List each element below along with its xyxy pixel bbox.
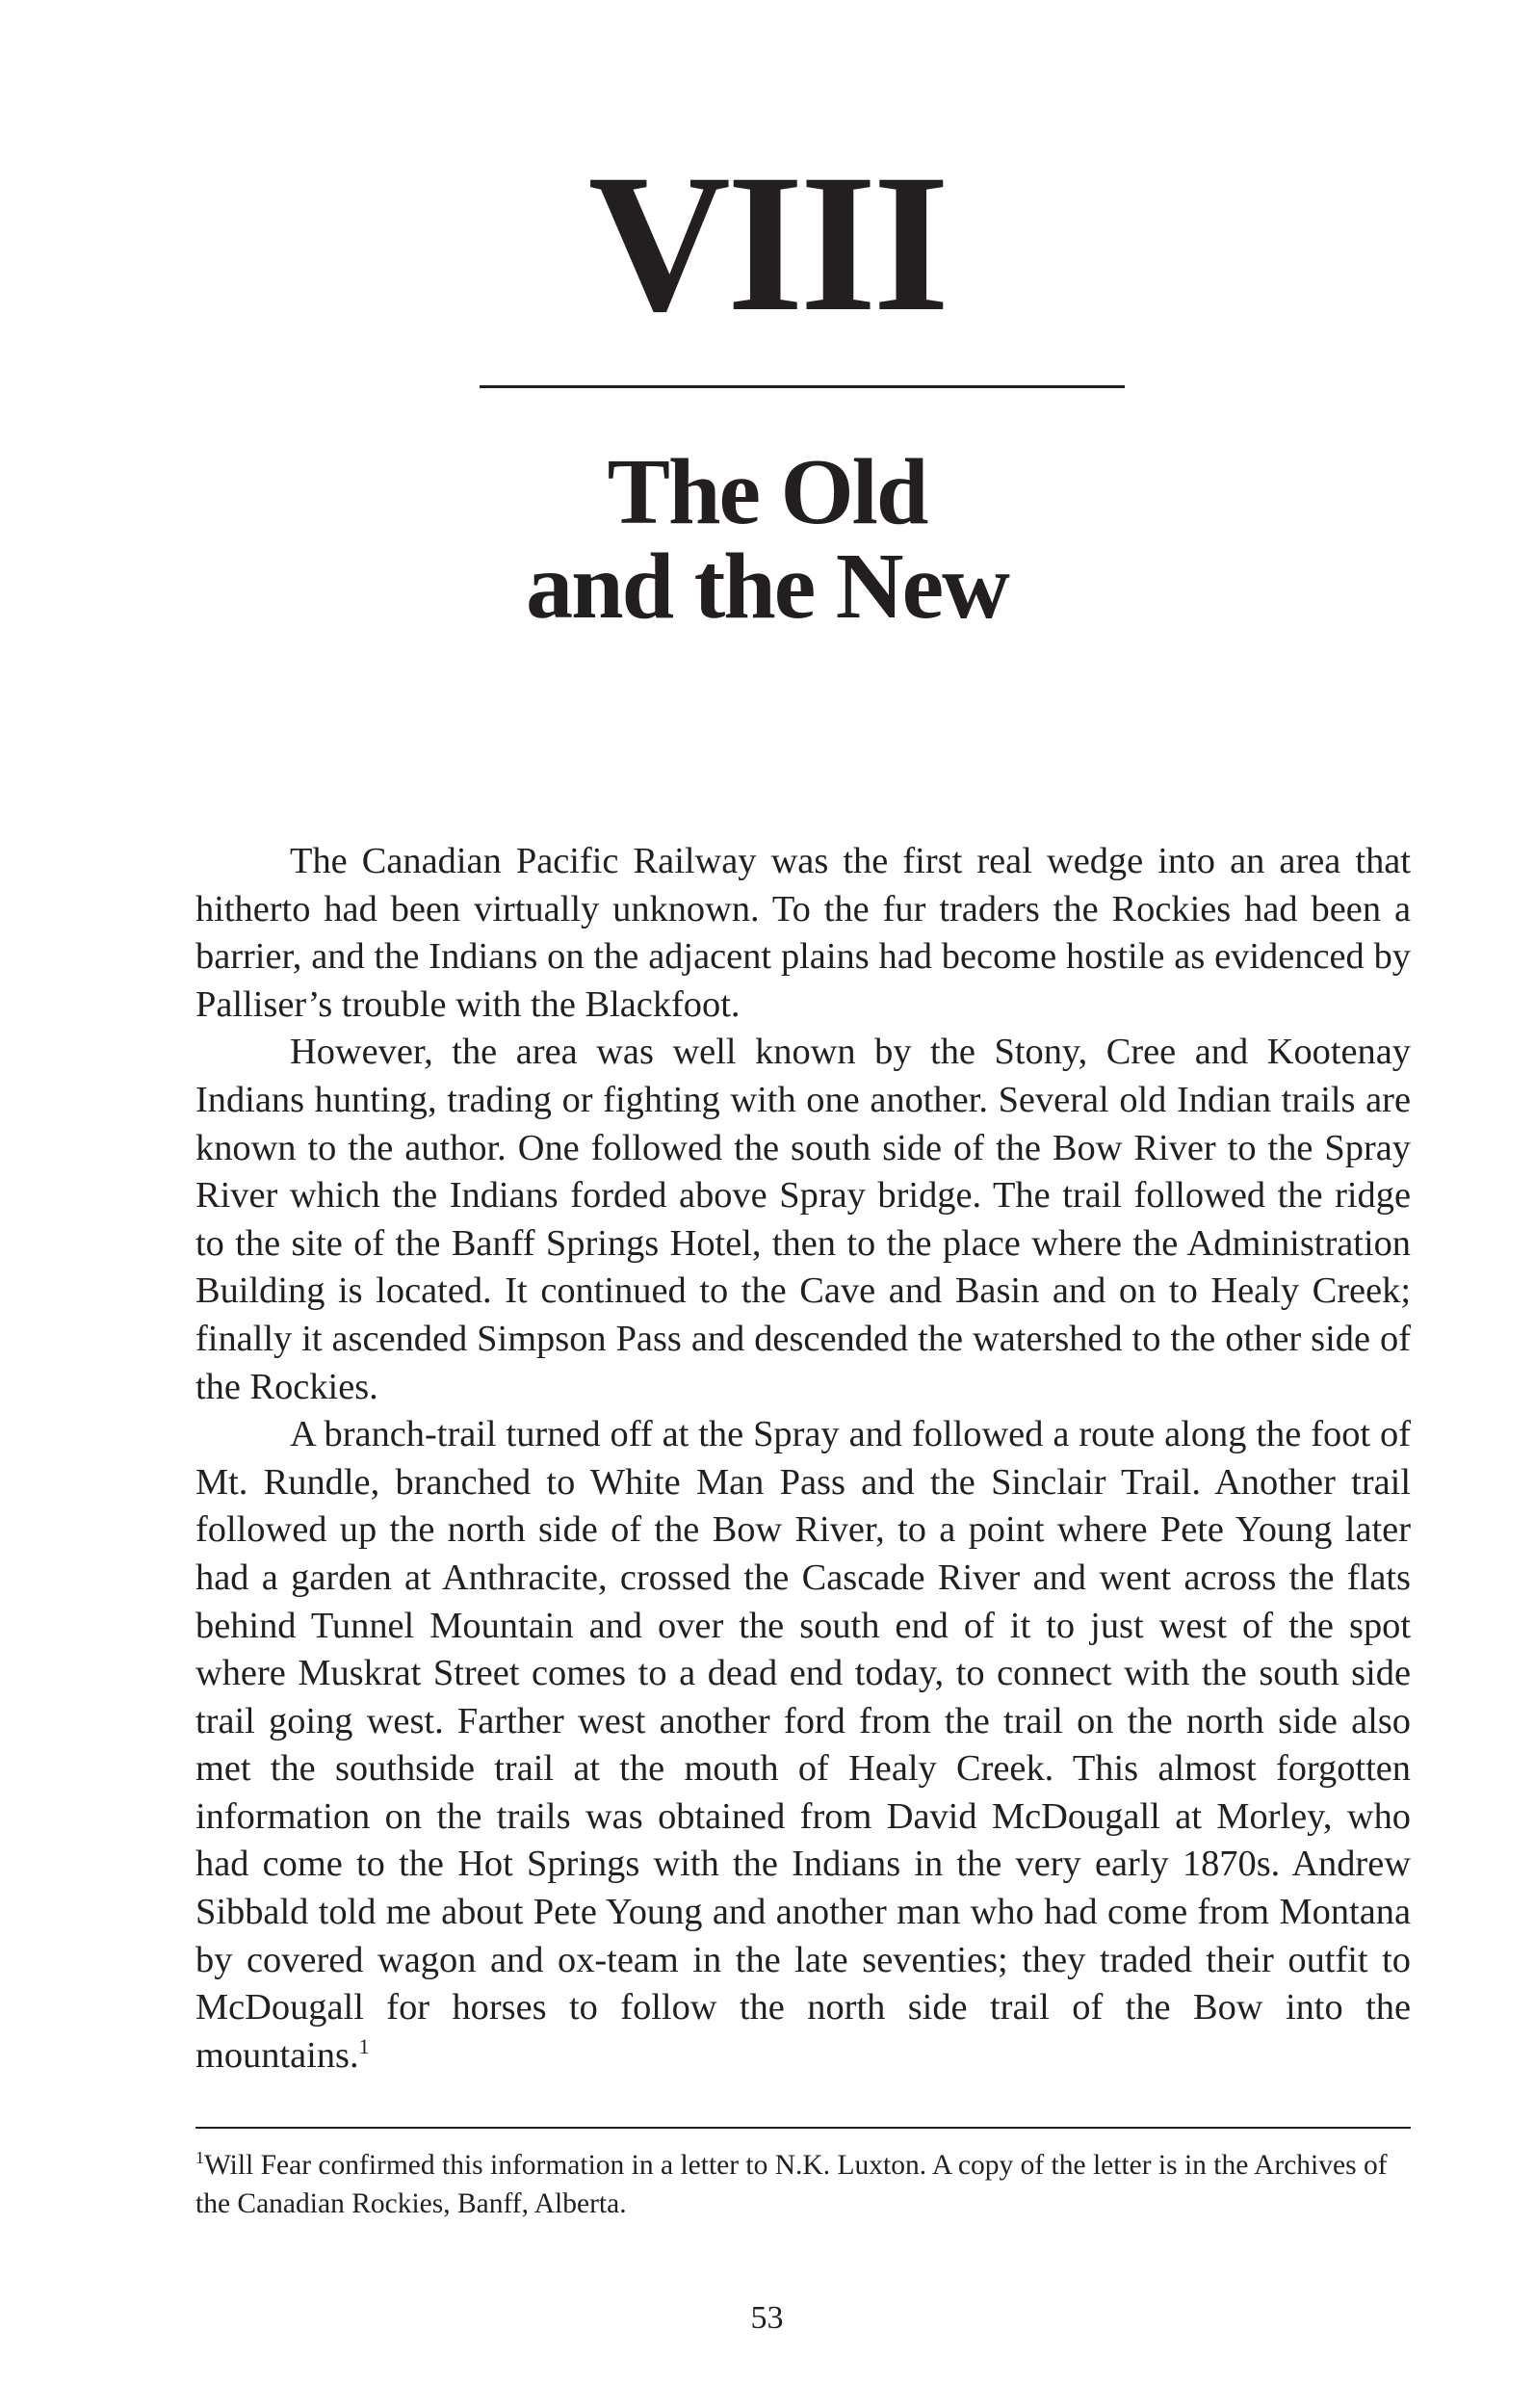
footnote (195, 2146, 1411, 2223)
body-text (195, 838, 1411, 2080)
footnote-reference[interactable]: 1 (358, 2034, 370, 2059)
chapter-number: VIII (587, 134, 947, 353)
page-number: 53 (750, 2300, 784, 2336)
chapter-title-line-2: and the New (526, 535, 1008, 639)
footnote-divider (195, 2127, 1411, 2129)
paragraph-1: The Canadian Pacific Railway was the first real wedge into an area that hitherto had been virtually unknown. To the fur traders the Rockies had been a barrier, and the Indians on the adjacent plains had become hostile as evidenced by Palliser’s trouble with the Blackfoot. (195, 841, 1411, 1025)
chapter-divider (480, 385, 1125, 388)
chapter-title (0, 440, 1534, 639)
paragraph-3 (195, 1411, 1411, 2080)
chapter-title-line-1: The Old (607, 440, 927, 544)
paragraph-2: However, the area was well known by the Stony, Cree and Kootenay Indians hunting, trading or fighting with one another. Several old Indian trails are known to the author. One followed the south side of the Bow River to the Spray River which the Indians forded above Spray bridge. The trail followed the ridge to the site of the Banff Springs Hotel, then to the place where the Administration Building is located. It continued to the Cave and Basin and on to Healy Creek; finally it ascended Simpson Pass and descended the watershed to the other side of the Rockies. (195, 1032, 1411, 1407)
footnote-mark: 1 (195, 2148, 204, 2168)
footnote-text: Will Fear confirmed this information in a letter to N.K. Luxton. A copy of the letter is in the Archives of the Canadian Rockies, Banff, Alberta. (195, 2150, 1388, 2219)
paragraph-3-text: A branch-trail turned off at the Spray and followed a route along the foot of Mt. Rundle, branched to White Man Pass and the Sinclair Trail. Another trail followed up the north side of the Bow River, to a point where Pete Young later had a garden at Anthracite, crossed the Cascade River and went across the flats behind Tunnel Mountain and over the south end of it to just west of the spot where Muskrat Street comes to a dead end today, to connect with the south side trail going west. Farther west another ford from the trail on the north side also met the southside trail at the mouth of Healy Creek. This almost forgotten information on the trails was obtained from David McDougall at Morley, who had come to the Hot Springs with the Indians in the very early 1870s. Andrew Sibbald told me about Pete Young and another man who had come from Montana by covered wagon and ox-team in the late seventies; they traded their outfit to McDougall for horses to follow the north side trail of the Bow into the mountains. (195, 1414, 1411, 2076)
